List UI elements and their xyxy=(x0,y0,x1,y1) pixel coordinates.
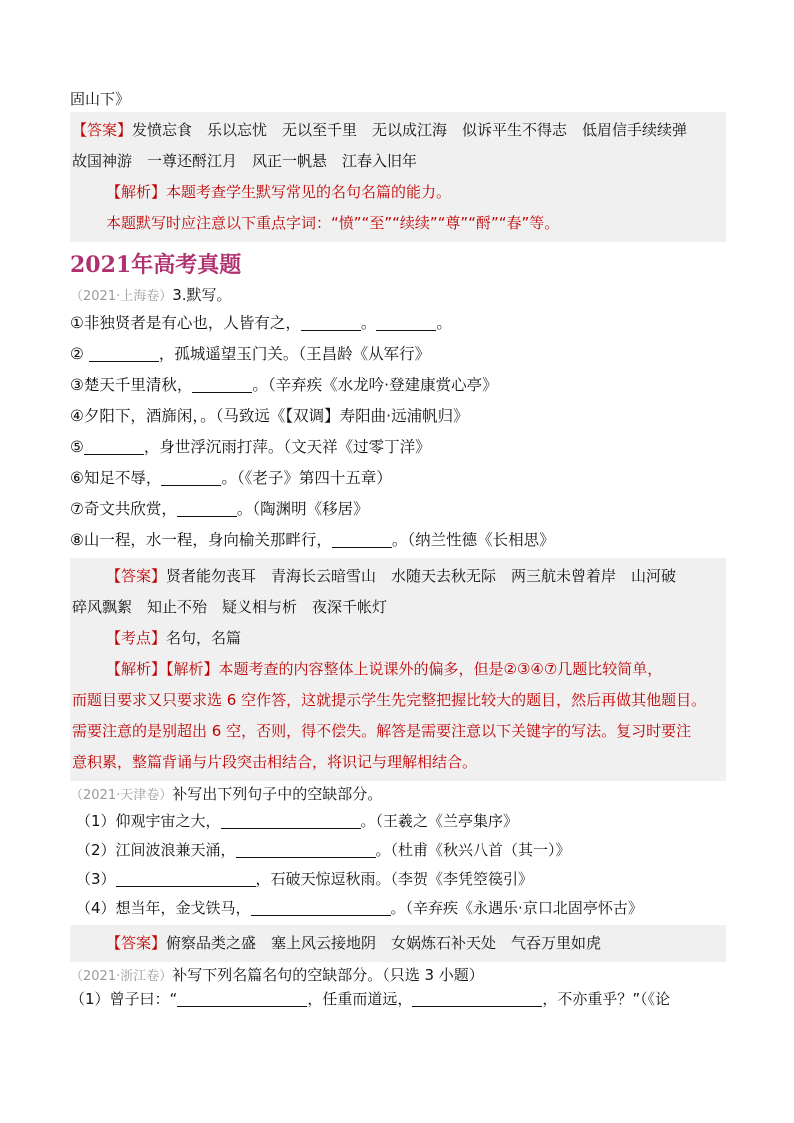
question-item: ⑤ ，身世浮沉雨打萍。（文天祥《过零丁洋》 xyxy=(70,438,431,456)
question-item: ⑥知足不辱， 。（《老子》第四十五章） xyxy=(70,469,392,487)
answer-blank[interactable] xyxy=(84,439,144,456)
answer-blank[interactable] xyxy=(116,871,256,887)
keypoint-line: 【考点】名句，名篇 xyxy=(106,629,242,647)
answer-tag: 【答案】 xyxy=(106,567,167,585)
analysis-tag: 【解析】 xyxy=(106,183,167,201)
answer-blank[interactable] xyxy=(89,346,159,363)
answer-line: 【答案】俯察品类之盛 塞上风云接地阴 女娲炼石补天处 气吞万里如虎 xyxy=(106,934,602,952)
question-item: （3） ，石破天惊逗秋雨。（李贺《李凭箜篌引》 xyxy=(76,870,534,888)
answer-line: 碎风飘絮 知止不殆 疑义相与析 夜深千帐灯 xyxy=(72,598,388,616)
answer-tag: 【答案】 xyxy=(72,121,133,139)
question-stem: （2021·上海卷）3.默写。 xyxy=(70,286,232,304)
question-source: （2021·浙江卷） xyxy=(70,969,173,984)
answer-block-1 xyxy=(70,112,726,242)
answer-block-3 xyxy=(70,925,726,962)
section-title: 2021年高考真题 xyxy=(70,252,242,278)
question-item: （4）想当年，金戈铁马， 。（辛弃疾《永遇乐·京口北固亭怀古》 xyxy=(76,899,643,917)
continued-line: 固山下》 xyxy=(70,90,131,108)
analysis-line: 本题默写时应注意以下重点字词：“愤”“至”“续续”“尊”“酹”“春”等。 xyxy=(106,214,560,232)
analysis-tag: 【解析】【解析】 xyxy=(106,660,219,678)
question-shanghai xyxy=(70,284,726,556)
document-page xyxy=(70,88,726,1010)
question-stem: （2021·浙江卷）补写下列名篇名句的空缺部分。（只选 3 小题） xyxy=(70,966,484,984)
question-item: （1）曾子曰：“ ，任重而道远， ，不亦重乎？”（《论 xyxy=(70,990,671,1008)
question-item: ② ，孤城遥望玉门关。（王昌龄《从军行》 xyxy=(70,345,431,363)
answer-line: 【答案】发愤忘食 乐以忘忧 无以至千里 无以成江海 似诉平生不得志 低眉信手续续弹 xyxy=(72,121,688,139)
answer-blank[interactable] xyxy=(177,501,237,518)
answer-blank[interactable] xyxy=(301,315,361,332)
answer-blank[interactable] xyxy=(177,991,307,1007)
question-item: （1）仰观宇宙之大， 。（王羲之《兰亭集序》 xyxy=(76,812,519,830)
answer-line: 故国神游 一尊还酹江月 风正一帆悬 江春入旧年 xyxy=(72,152,418,170)
answer-blank[interactable] xyxy=(251,900,391,916)
analysis-line: 【解析】【解析】本题考查的内容整体上说课外的偏多，但是②③④⑦几题比较简单， xyxy=(106,660,663,678)
question-item: （2）江间波浪兼天涌， 。（杜甫《秋兴八首（其一）》 xyxy=(76,841,571,859)
question-zhejiang xyxy=(70,964,726,1010)
question-item: ③楚天千里清秋， 。（辛弃疾《水龙吟·登建康赏心亭》 xyxy=(70,376,498,394)
question-item: ⑦奇文共欣赏， 。（陶渊明《移居》 xyxy=(70,500,369,518)
question-item: ①非独贤者是有心也，人皆有之， 。 。 xyxy=(70,314,452,332)
keypoint-tag: 【考点】 xyxy=(106,629,167,647)
analysis-line: 【解析】本题考查学生默写常见的名句名篇的能力。 xyxy=(106,183,452,201)
analysis-line: 意积累，整篇背诵与片段突击相结合，将识记与理解相结合。 xyxy=(72,753,478,771)
answer-blank[interactable] xyxy=(236,842,376,858)
answer-blank[interactable] xyxy=(192,377,252,394)
answer-block-2 xyxy=(70,558,726,781)
answer-tag: 【答案】 xyxy=(106,934,167,952)
question-source: （2021·上海卷） xyxy=(70,289,173,304)
answer-blank[interactable] xyxy=(376,315,436,332)
question-source: （2021·天津卷） xyxy=(70,788,173,803)
analysis-line: 而题目要求又只要求选 6 空作答，这就提示学生先完整把握比较大的题目，然后再做其他题目。 xyxy=(72,691,707,709)
question-item: ⑧山一程，水一程，身向榆关那畔行， 。（纳兰性德《长相思》 xyxy=(70,531,555,549)
answer-blank[interactable] xyxy=(221,813,361,829)
question-tianjin xyxy=(70,783,726,923)
answer-line: 【答案】贤者能勿丧耳 青海长云暗雪山 水随天去秋无际 两三航未曾着岸 山河破 xyxy=(106,567,677,585)
answer-blank[interactable] xyxy=(161,470,221,487)
answer-blank[interactable] xyxy=(412,991,542,1007)
analysis-line: 需要注意的是别超出 6 空，否则，得不偿失。解答是需要注意以下关键字的写法。复习时要注 xyxy=(72,722,692,740)
question-stem: （2021·天津卷）补写出下列句子中的空缺部分。 xyxy=(70,785,383,803)
question-item: ④夕阳下，酒旆闲，。（马致远《【双调】寿阳曲·远浦帆归》 xyxy=(70,407,469,425)
answer-blank[interactable] xyxy=(332,532,392,549)
